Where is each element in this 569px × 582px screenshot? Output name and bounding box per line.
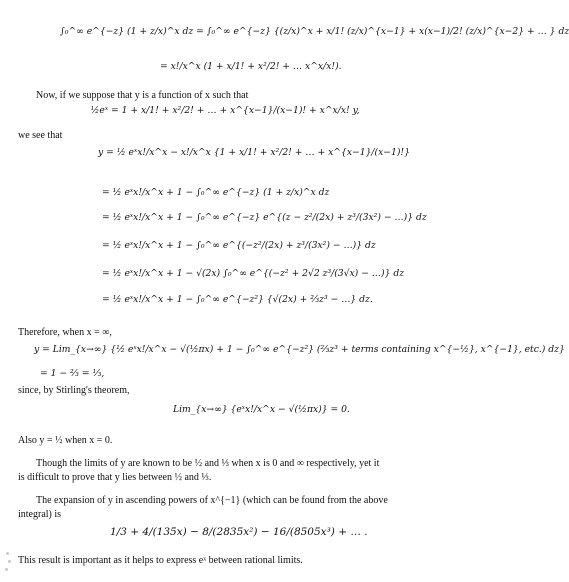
equation-stirling-limit: Lim_{x→∞} {eˣx!/x^x − √(½πx)} = 0. — [173, 404, 350, 415]
equation-y-step-1: y = ½ eˣx!/x^x − x!/x^x {1 + x/1! + x²/2! + … + x^{x−1}/(x−1)!} — [98, 147, 410, 158]
equation-limit-result: = 1 − ⅔ = ⅓, — [40, 368, 105, 379]
equation-y-step-3: = ½ eˣx!/x^x + 1 − ∫₀^∞ e^{−z} e^{(z − z²/(2x) + z³/(3x²) − …)} dz — [102, 212, 427, 223]
equation-definition-y: ½eˣ = 1 + x/1! + x²/2! + … + x^{x−1}/(x−1)! + x^x/x! y, — [90, 105, 360, 116]
text-therefore: Therefore, when x = ∞, — [18, 327, 112, 338]
scan-speck — [6, 552, 9, 555]
text-also: Also y = ½ when x = 0. — [18, 435, 113, 446]
text-stirling: since, by Stirling's theorem, — [18, 385, 130, 396]
equation-y-step-6: = ½ eˣx!/x^x + 1 − ∫₀^∞ e^{−z²} {√(2x) + ⅔z³ − …} dz. — [102, 294, 373, 305]
text-limits-paragraph-2: is difficult to prove that y lies between ½ and ⅓. — [18, 472, 212, 483]
text-suppose: Now, if we suppose that y is a function of x such that — [36, 90, 249, 101]
equation-integral-expansion-2: = x!/x^x (1 + x/1! + x²/2! + … x^x/x!). — [160, 61, 342, 72]
equation-integral-expansion-1: ∫₀^∞ e^{−z} (1 + z/x)^x dz = ∫₀^∞ e^{−z} {(z/x)^x + x/1! (z/x)^{x−1} + x(x−1)/2! (z/x)^{x−2} + … } dz — [60, 26, 569, 37]
scan-speck — [5, 568, 8, 571]
equation-y-step-2: = ½ eˣx!/x^x + 1 − ∫₀^∞ e^{−z} (1 + z/x)^x dz — [102, 187, 330, 198]
text-limits-paragraph-1: Though the limits of y are known to be ½ and ⅓ when x is 0 and ∞ respectively, yet it — [36, 458, 380, 469]
text-expansion-paragraph-2: integral) is — [18, 509, 62, 520]
equation-y-step-4: = ½ eˣx!/x^x + 1 − ∫₀^∞ e^{(−z²/(2x) + z³/(3x²) − …)} dz — [102, 240, 376, 251]
equation-series-expansion: 1/3 + 4/(135x) − 8/(2835x²) − 16/(8505x³) + … . — [110, 526, 368, 538]
text-we-see: we see that — [18, 130, 63, 141]
text-expansion-paragraph-1: The expansion of y in ascending powers of x^{−1} (which can be found from the above — [36, 495, 388, 506]
equation-limit-y: y = Lim_{x→∞} {½ eˣx!/x^x − √(½πx) + 1 − ∫₀^∞ e^{−z²} (⅔z³ + terms containing x^{−½}, x^{−1}, etc.) dz} — [34, 344, 565, 355]
scan-speck — [8, 560, 11, 563]
equation-y-step-5: = ½ eˣx!/x^x + 1 − √(2x) ∫₀^∞ e^{(−z² + 2√2 z³/(3√x) − …)} dz — [102, 268, 405, 279]
text-result-important: This result is important as it helps to express eˣ between rational limits. — [18, 555, 303, 566]
